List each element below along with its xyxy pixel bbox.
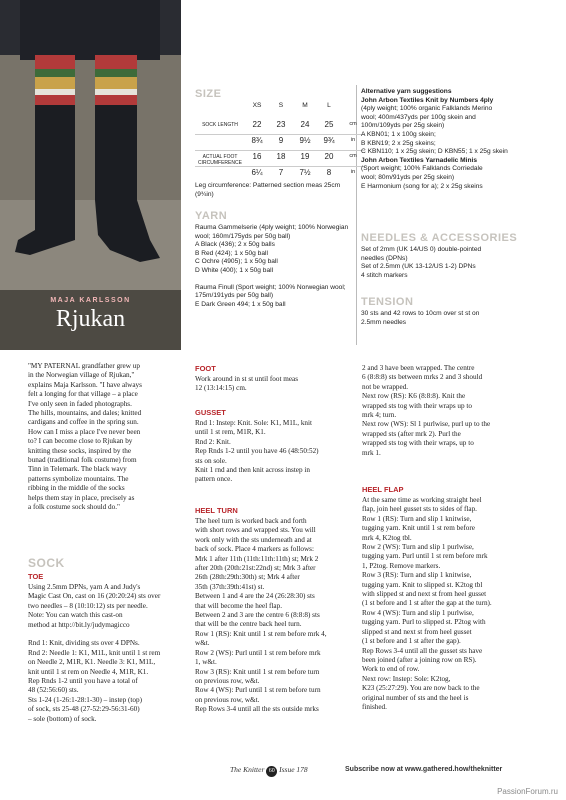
toe-line: on Needle 2, M1R, K1. Needle 3: K1, M1L,: [28, 658, 156, 667]
cell: 7: [278, 168, 284, 177]
subscribe-link[interactable]: Subscribe now at www.gathered.how/theknitter: [345, 766, 503, 773]
cell: 9¾: [323, 136, 335, 145]
cell: 6¼: [251, 168, 263, 177]
toe-line: Magic Cast On, cast on 16 (20:20:24) sts over: [28, 592, 161, 601]
yarn-d: D White (400); 1 x 50g ball: [195, 266, 274, 274]
size-heading: SIZE: [195, 88, 222, 100]
heel-turn-line: Row 4 (WS): Purl until 1 st rem before turn: [195, 686, 321, 695]
yarn-heading: YARN: [195, 210, 228, 222]
foot-instructions: [195, 375, 355, 394]
intro-line: cardigans and coffee in the spring sun.: [28, 418, 139, 427]
heel-turn-line: Between 1 and 4 are the 24 (26:28:30) sts: [195, 592, 315, 601]
heel-turn-line: that will be the centre back heel turn.: [195, 620, 302, 629]
intro-text: [28, 362, 178, 513]
sock-heading: SOCK: [28, 556, 65, 570]
needles-heading: NEEDLES & ACCESSORIES: [361, 232, 518, 244]
gusset-line: pattern once.: [195, 475, 233, 484]
heel-turn-cont-line: Next row (WS): Sl 1 purlwise, purl up to the: [362, 420, 491, 429]
intro-line: in the Norwegian village of Rjukan,": [28, 371, 135, 380]
heel-turn-cont-line: not be wrapped.: [362, 382, 409, 391]
heel-turn-line: on previous row, w&t.: [195, 676, 260, 685]
foot-line: Work around in st st until foot meas: [195, 375, 299, 383]
intro-line: I've only seen in faded photographs.: [28, 399, 132, 408]
heel-flap-line: tugging yarn. Purl to slipped st. P2tog with: [362, 618, 486, 627]
gusset-line: Rnd 1: Instep: Knit. Sole: K1, M1L, knit: [195, 419, 312, 427]
toe-line: Rep Rnds 1-2 until you have a total of: [28, 677, 138, 686]
heel-turn-cont-line: Next row (RS): K6 (8:8:8). Knit the: [362, 392, 466, 401]
heel-turn-cont-line: wrapped sts tog with their wraps up to: [362, 401, 472, 410]
heel-turn-line: Rep Rows 3-4 until all the sts outside mrks: [195, 705, 319, 714]
intro-line: helps them stay in place, precisely as: [28, 493, 135, 502]
intro-line: ribbing in the middle of the socks: [28, 484, 125, 493]
cell: 8: [326, 168, 332, 177]
title-bar: [0, 290, 181, 350]
intro-line: "MY PATERNAL grandfather grew up: [28, 362, 140, 370]
alt-line: A KBN01; 1 x 100g skein;: [361, 130, 436, 138]
heel-turn-cont-line: wrapped sts tog with their wraps, up to: [362, 439, 474, 448]
leg-circumference: Leg circumference: Patterned section meas 25cm (9¾in): [195, 182, 341, 198]
yarn-block: [195, 224, 353, 309]
gusset-line: sts on sole.: [195, 456, 227, 465]
heel-flap-line: original number of sts and the heel is: [362, 693, 469, 702]
toe-instructions: [28, 583, 183, 724]
alt-line: wool; 400m/437yds per 100g skein and: [361, 113, 476, 121]
heel-flap-line: Next row: Instep: Sole: K2tog,: [362, 674, 451, 683]
heel-turn-line: on previous row, w&t.: [195, 695, 260, 704]
sock-photo: [0, 0, 181, 290]
yarn-c: C Ochre (4905); 1 x 50g ball: [195, 258, 278, 266]
heel-flap-line: finished.: [362, 702, 387, 711]
heel-flap-line: 1, P2tog. Remove markers.: [362, 561, 441, 570]
gusset-heading: GUSSET: [195, 408, 226, 417]
alt-line: (Sport weight; 100% Falklands Corriedale: [361, 165, 483, 173]
gusset-line: Rnd 2: Knit.: [195, 437, 231, 446]
toe-line: Note: You can watch this cast-on: [28, 611, 123, 620]
heel-flap-line: slipped st and next st from heel gusset: [362, 627, 472, 636]
heel-flap-line: (1 st before and 1 st after the gap at the turn).: [362, 599, 492, 608]
needles-line: needles (DPNs): [361, 254, 408, 262]
heel-turn-cont: [362, 364, 527, 458]
alt-yarn-block: [361, 88, 561, 191]
intro-line: bunad (traditional folk costume) from: [28, 456, 137, 465]
heel-flap-line: (1 st before and 1 st after the gap).: [362, 637, 461, 646]
cell: 24: [300, 120, 310, 129]
toe-line: Rnd 2: Needle 1: K1, M1L, knit until 1 st rem: [28, 648, 161, 657]
cell: 7½: [299, 168, 311, 177]
alt-line: E Harmonium (song for a); 2 x 25g skeins: [361, 182, 483, 190]
designer-name: MAJA KARLSSON: [50, 297, 131, 304]
heel-turn-line: work only with the sts underneath and at: [195, 535, 312, 544]
heel-turn-line: Row 1 (RS): Knit until 1 st rem before mrk 4,: [195, 629, 327, 638]
foot-heading: FOOT: [195, 364, 216, 373]
intro-line: knitting these socks, inspired by the: [28, 446, 132, 455]
size-col: XS: [252, 102, 262, 109]
heel-turn-cont-line: wrapped sts (after mrk 2). Purl the: [362, 429, 461, 438]
tension-block: [361, 310, 561, 327]
heel-turn-instructions: [195, 517, 357, 715]
heel-turn-line: The heel turn is worked back and forth: [195, 517, 307, 525]
toe-line: – sole (bottom) of sock.: [28, 714, 97, 723]
yarn-finull: Rauma Finull (Sport weight; 100% Norwegian wool; 175m/191yds per 50g ball): [195, 283, 346, 300]
heel-flap-line: tugging yarn. Purl until 1 st rem before mrk: [362, 552, 488, 561]
yarn-e: E Dark Green 494; 1 x 50g ball: [195, 300, 286, 308]
cell: 25: [324, 120, 334, 129]
tension-heading: TENSION: [361, 296, 414, 308]
yarn-a: A Black (436); 2 x 50g balls: [195, 241, 275, 249]
heel-flap-line: mrk 4, K2tog tbl.: [362, 533, 412, 542]
page-number: 60: [266, 766, 277, 777]
toe-line: of sock, sts 25-48 (27-52:29-56:31-60): [28, 705, 140, 714]
alt-line: B KBN19; 2 x 25g skeins;: [361, 139, 436, 147]
toe-line: two needles – 8 (10:10:12) sts per needle.: [28, 601, 148, 610]
cell: 9: [278, 136, 284, 145]
row-label: ACTUAL FOOT CIRCUMFERENCE: [198, 154, 242, 166]
cell: 20: [324, 152, 334, 161]
heel-flap-line: flap, join heel gusset sts to sides of flap.: [362, 505, 477, 514]
heel-flap-line: Rep Rows 3-4 until all the gusset sts have: [362, 646, 483, 655]
alt-line: wool; 80m/91yds per 25g skein): [361, 173, 455, 181]
toe-line: [28, 630, 183, 639]
intro-line: The hills, mountains, and dales; knitted: [28, 409, 142, 418]
alt-line: 100m/109yds per 25g skein): [361, 122, 445, 130]
heel-flap-line: Row 1 (RS): Turn and slip 1 knitwise,: [362, 514, 472, 523]
heel-flap-heading: HEEL FLAP: [362, 485, 404, 494]
cell: in: [350, 137, 356, 143]
heel-turn-line: Row 3 (RS): Knit until 1 st rem before turn: [195, 667, 320, 676]
cell: cm: [349, 153, 357, 159]
toe-heading: TOE: [28, 572, 44, 581]
needles-line: 4 stitch markers: [361, 271, 408, 279]
tension-line: 30 sts and 42 rows to 10cm over st st on: [361, 310, 480, 317]
size-col: M: [302, 102, 308, 109]
foot-line: 12 (13:14:15) cm.: [195, 384, 247, 393]
cell: 9½: [299, 136, 311, 145]
heel-flap-line: Row 3 (RS): Turn and slip 1 knitwise,: [362, 571, 472, 580]
heel-turn-cont-line: mrk 1.: [362, 448, 381, 457]
heel-turn-heading: HEEL TURN: [195, 506, 238, 515]
toe-line: Sts 1-24 (1-26:1-28:1-30) – instep (top): [28, 695, 142, 704]
heel-flap-line: been joined (after a joining row on RS).: [362, 655, 477, 664]
heel-turn-line: with short rows and wrapped sts. You will: [195, 526, 316, 535]
heel-flap-line: At the same time as working straight heel: [362, 496, 482, 504]
cell: 18: [276, 152, 286, 161]
size-col: L: [327, 102, 331, 109]
toe-line: knit until 1 st rem on Needle 4, M1R, K1.: [28, 667, 149, 676]
intro-line: a folk costume sock should do.": [28, 503, 120, 512]
heel-turn-cont-line: 2 and 3 have been wrapped. The centre: [362, 364, 475, 372]
alt-line: (4ply weight; 100% organic Falklands Merino: [361, 105, 493, 113]
heel-turn-line: 1, w&t.: [195, 658, 217, 667]
heel-flap-line: tugging yarn. Knit until 1 st rem before: [362, 524, 475, 533]
intro-line: explains Maja Karlsson. "I have always: [28, 380, 142, 389]
needles-block: [361, 246, 561, 280]
toe-line: Rnd 1: Knit, dividing sts over 4 DPNs.: [28, 639, 140, 648]
cell: 22: [252, 120, 262, 129]
heel-flap-line: Row 4 (WS): Turn and slip 1 purlwise,: [362, 608, 474, 617]
toe-line: 48 (52:56:60) sts.: [28, 686, 79, 695]
intro-line: felt a longing for that village – a place: [28, 390, 138, 399]
heel-flap-line: with slipped st and next st from heel gusset: [362, 590, 487, 599]
cell: 16: [252, 152, 262, 161]
socks-illustration: [0, 0, 181, 290]
heel-flap-line: tugging yarn. Knit to slipped st. K2tog tbl: [362, 580, 483, 589]
intro-line: Tinn in Telemark. The black wavy: [28, 465, 127, 474]
gusset-line: until 1 st rem, M1R, K1.: [195, 428, 266, 437]
heel-turn-line: Mrk 1 after 11th (11th:11th:11th) st; Mrk 2: [195, 554, 319, 563]
toe-line: Using 2.5mm DPNs, yarn A and Judy's: [28, 583, 141, 591]
heel-flap-line: Row 2 (WS): Turn and slip 1 purlwise,: [362, 543, 474, 552]
intro-line: How can I miss a place I've never been: [28, 427, 141, 436]
heel-flap-line: Work to end of row.: [362, 665, 420, 674]
heel-turn-cont-line: mrk 4; turn.: [362, 411, 397, 420]
gusset-line: Rep Rnds 1-2 until you have 46 (48:50:52): [195, 447, 319, 456]
size-col: S: [278, 102, 284, 109]
needles-line: Set of 2mm (UK 14/US 0) double-pointed: [361, 246, 482, 253]
pattern-title: Rjukan: [55, 306, 126, 332]
cell: in: [350, 169, 356, 175]
alt-line: C KBN110; 1 x 25g skein; D KBN55; 1 x 25g skein: [361, 148, 508, 156]
issue-number: Issue 178: [279, 765, 308, 774]
heel-turn-line: w&t.: [195, 639, 210, 648]
alt-line: John Arbon Textiles Yarnadelic Minis: [361, 156, 478, 164]
intro-line: to? I can become close to Rjukan by: [28, 437, 133, 446]
intro-line: patterns symbolize mountains. The: [28, 474, 129, 483]
cell: 8¾: [251, 136, 263, 145]
heel-turn-line: back of sock. Place 4 markers as follows:: [195, 545, 314, 554]
gusset-instructions: [195, 419, 355, 485]
heel-turn-line: 35th (37th:39th:41st) st.: [195, 582, 265, 591]
heel-turn-line: Row 2 (WS): Purl until 1 st rem before mrk: [195, 648, 321, 657]
heel-turn-cont-line: 6 (8:8:8) sts between mrks 2 and 3 should: [362, 373, 483, 382]
heel-turn-line: Between 2 and 3 are the centre 6 (8:8:8) sts: [195, 611, 320, 620]
heel-flap-line: K23 (25:27:29). You are now back to the: [362, 684, 480, 693]
needles-line: Set of 2.5mm (UK 13-12/US 1-2) DPNs: [361, 263, 476, 271]
cell: cm: [349, 121, 357, 127]
row-label: SOCK LENGTH: [202, 122, 238, 128]
yarn-rauma: Rauma Gammelserie (4ply weight; 100% Norwegian wool; 160m/175yds per 50g ball): [195, 224, 349, 240]
heel-turn-line: 26th (28th:29th:30th) st; Mrk 4 after: [195, 573, 300, 582]
cell: 19: [300, 152, 310, 161]
heel-turn-line: that will become the heel flap.: [195, 601, 283, 610]
yarn-b: B Red (424); 1 x 50g ball: [195, 249, 268, 257]
magazine-name: The Knitter: [230, 765, 265, 774]
alt-line: John Arbon Textiles Knit by Numbers 4ply: [361, 96, 494, 104]
heel-turn-line: after 20th (20th:21st:22nd) st; Mrk 3 after: [195, 564, 316, 573]
heel-flap-instructions: [362, 496, 532, 712]
alt-heading: Alternative yarn suggestions: [361, 88, 452, 95]
gusset-line: Knit 1 rnd and then knit across instep in: [195, 466, 310, 475]
cell: 23: [276, 120, 286, 129]
toe-line: method at http://bit.ly/judymagicco: [28, 620, 130, 629]
tension-line: 2.5mm needles: [361, 318, 407, 326]
watermark: PassionForum.ru: [497, 787, 558, 796]
footer-left: [230, 765, 308, 777]
